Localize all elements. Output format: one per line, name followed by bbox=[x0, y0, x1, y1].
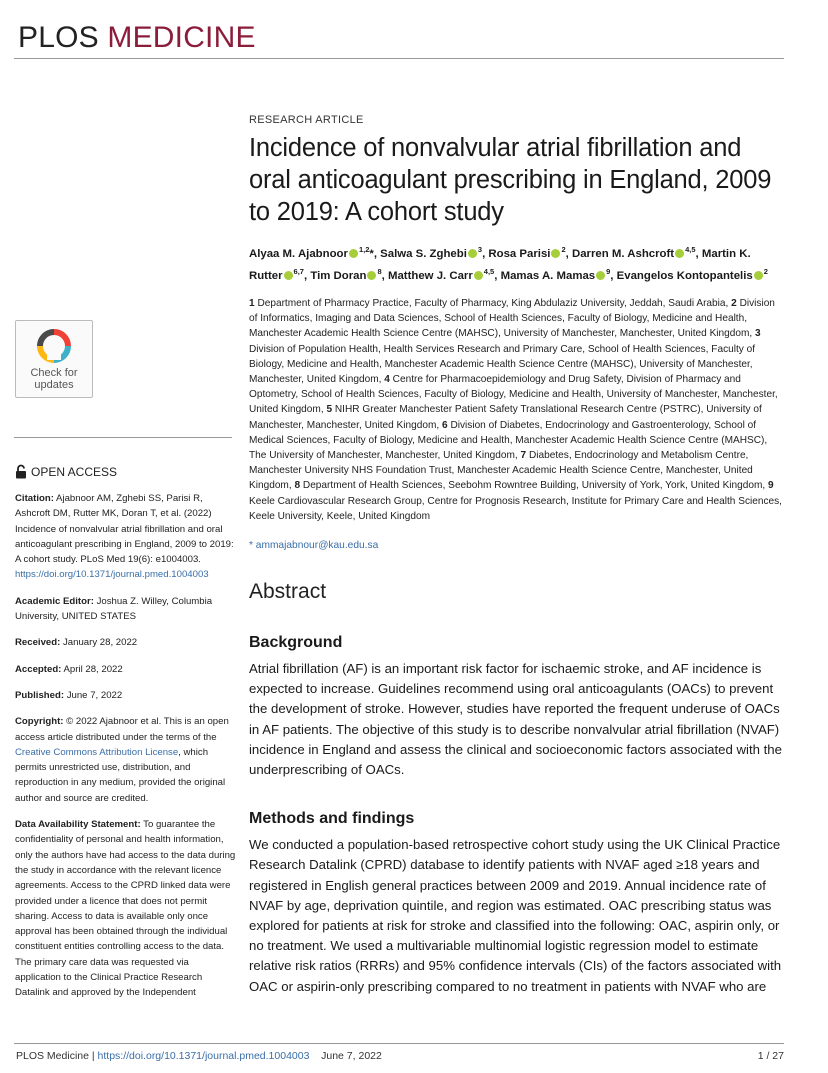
article-metadata bbox=[15, 491, 237, 1012]
methods-text: We conducted a population-based retrospective cohort study using the UK Clinical Practice Research Datalink (CPRD) database to identify patients with NVAF aged ≥18 years and registered in English general practices between 2009 and 2019. Annual incidence rate of NVAF by age, deprivation quintile, and region was estimated. OAC prescribing status was explored for patients at risk for stroke and classified into the following: OAC, aspirin only, or no treatment. We used a multivariable multinomial logistic regression model to estimate relative risk ratios (RRRs) and 95% confidence intervals (CIs) of the factors associated with OAC or aspirin-only prescribing compared to no treatment in patients with NVAF who are bbox=[249, 837, 782, 994]
author-name[interactable]: Salwa S. Zghebi bbox=[380, 248, 467, 260]
footer-date: June 7, 2022 bbox=[321, 1050, 382, 1062]
article-type: RESEARCH ARTICLE bbox=[249, 114, 364, 126]
citation bbox=[15, 491, 237, 583]
citation-label: Citation: bbox=[15, 493, 54, 504]
journal-name: MEDICINE bbox=[107, 21, 256, 54]
received-text: January 28, 2022 bbox=[63, 637, 138, 649]
published-label: Published: bbox=[15, 689, 65, 701]
page-number: 1 / 27 bbox=[757, 1050, 784, 1062]
affil-text: Department of Pharmacy Practice, Faculty of Pharmacy, King Abdulaziz University, Jeddah, Saudi Arabia, bbox=[257, 298, 729, 309]
affil-num: 7 bbox=[520, 450, 527, 462]
open-access-badge bbox=[15, 464, 117, 479]
author-name[interactable]: Mamas A. Mamas bbox=[500, 270, 596, 282]
orcid-icon[interactable] bbox=[754, 271, 763, 280]
orcid-icon[interactable] bbox=[675, 249, 684, 258]
data-availability-label: Data Availability Statement: bbox=[15, 819, 141, 831]
journal-logo bbox=[18, 20, 256, 56]
corresponding-email-link[interactable]: * ammajabnour@kau.edu.sa bbox=[249, 540, 379, 552]
background-text: Atrial fibrillation (AF) is an important risk factor for ischaemic stroke, and AF incidence is expected to increase. Guidelines recommend using oral anticoagulants (OACs) to prevent the development of stroke. However, studies have reported the frequent underuse of OACs in AF patients. The objective of this study is to describe nonvalvular atrial fibrillation (NVAF) incidence in England and assess the clinical and socioeconomic factors associated with the underprescribing of OACs. bbox=[249, 661, 782, 778]
published-date bbox=[15, 688, 237, 703]
affil-num: 6 bbox=[442, 419, 448, 431]
author-name[interactable]: Evangelos Kontopantelis bbox=[616, 270, 753, 282]
orcid-icon[interactable] bbox=[596, 271, 605, 280]
orcid-icon[interactable] bbox=[551, 249, 560, 258]
check-for-updates-button[interactable] bbox=[15, 320, 93, 398]
copyright-label: Copyright: bbox=[15, 716, 64, 728]
affil-num: 2 bbox=[731, 298, 737, 309]
author-affil-sup: 4,5 bbox=[685, 245, 696, 254]
affil-text: Centre for Pharmacoepidemiology and Drug Safety, Division of Pharmacy and Optometry, School of Health Sciences, Faculty of Biology, Medicine and Health, University of Manchester, Manchester, United Kingdom, bbox=[249, 374, 778, 416]
author-affil-sup: 8 bbox=[377, 267, 382, 276]
author-affil-sup: 4,5 bbox=[483, 267, 495, 276]
author-affil-sup: 1,2 bbox=[358, 245, 370, 254]
accepted-text: April 28, 2022 bbox=[63, 663, 123, 675]
author-name[interactable]: Darren M. Ashcroft bbox=[571, 248, 675, 260]
accepted-date bbox=[15, 662, 237, 677]
left-divider bbox=[14, 437, 232, 438]
published-text: June 7, 2022 bbox=[66, 689, 123, 701]
affil-text: Keele Cardiovascular Research Group, Centre for Prognosis Research, Institute for Primary Care and Health Sciences, Keele University, Keele, United Kingdom bbox=[249, 495, 782, 522]
author-name[interactable]: Tim Doran bbox=[310, 270, 367, 282]
affil-num: 3 bbox=[755, 328, 761, 340]
journal-brand: PLOS bbox=[18, 21, 99, 54]
copyright-text-1: © 2022 Ajabnoor et al. This is an open access article distributed under the terms of the bbox=[15, 716, 229, 743]
author-list: Alyaa M. Ajabnoor $^{1,2}$*, Salwa S. Zghebi $^3$, Rosa Parisi $^2$, Darren M. Ashcroft $^{4,5}$, Martin K. Rutter $^{6,7}$, Tim Doran $^8$, Matthew J. Carr $^{4,5}$, Mamas A. Mamas $^9$, Evangelos Kontopantelis $^2$ bbox=[249, 245, 768, 282]
accepted-label: Accepted: bbox=[15, 663, 62, 675]
citation-text: Ajabnoor AM, Zghebi SS, Parisi R, Ashcroft DM, Rutter MK, Doran T, et al. (2022) Incidence of nonvalvular atrial fibrillation and oral anticoagulant prescribing in England, 2009 to 2019: A cohort study. PLoS Med 19(6): e1004003. bbox=[15, 493, 234, 566]
copyright bbox=[15, 714, 237, 806]
orcid-icon[interactable] bbox=[284, 271, 293, 280]
author-affil-sup: 6,7 bbox=[293, 267, 304, 276]
editor-label: Academic Editor: bbox=[15, 595, 94, 607]
author-name[interactable]: Alyaa M. Ajabnoor bbox=[249, 248, 348, 260]
author-name[interactable]: Rosa Parisi bbox=[488, 248, 551, 260]
affil-text: Department of Health Sciences, Seebohm Rowntree Building, University of York, York, United Kingdom, bbox=[302, 480, 766, 492]
affiliations bbox=[249, 296, 786, 524]
footer-journal: PLOS Medicine | bbox=[16, 1050, 95, 1062]
affil-num: 9 bbox=[768, 480, 774, 492]
open-lock-icon bbox=[15, 464, 27, 479]
citation-doi-link[interactable]: https://doi.org/10.1371/journal.pmed.1004003 bbox=[15, 569, 209, 581]
author-name[interactable]: Martin K. Rutter bbox=[249, 248, 751, 282]
copyright-text-2: , which permits unrestricted use, distribution, and reproduction in any medium, provided the original author and source are credited. bbox=[15, 746, 226, 804]
orcid-icon[interactable] bbox=[349, 249, 358, 258]
author-affil-sup: 3 bbox=[477, 245, 483, 254]
received-label: Received: bbox=[15, 637, 61, 649]
methods-heading: Methods and findings bbox=[249, 810, 415, 828]
affil-text: Division of Informatics, Imaging and Data Sciences, School of Health Sciences, Faculty of Biology, Medicine and Health, Manchester Academic Health Science Centre (MAHSC), University of Manchester, Manchester, United Kingdom, bbox=[249, 298, 775, 340]
author-affil-sup: 2 bbox=[561, 245, 566, 254]
article-main bbox=[249, 114, 786, 997]
background-heading: Background bbox=[249, 634, 343, 652]
data-availability bbox=[15, 817, 237, 1001]
license-link[interactable]: Creative Commons Attribution License bbox=[15, 746, 179, 758]
page-footer bbox=[16, 1050, 382, 1062]
crossmark-icon bbox=[36, 328, 72, 364]
orcid-icon[interactable] bbox=[367, 271, 376, 280]
affil-text: Division of Population Health, Health Services Research and Primary Care, School of Health Sciences, Faculty of Biology, Medicine and Health, Manchester Academic Health Science Centre (MAHSC), University of Manchester, Manchester, United Kingdom, bbox=[249, 343, 756, 386]
check-for-updates-label: Check for updates bbox=[30, 367, 78, 391]
author-affil-sup: 9 bbox=[606, 267, 611, 276]
affil-text: Division of Diabetes, Endocrinology and Gastroenterology, School of Medical Sciences, Faculty of Biology, Medicine and Health, Manchester Academic Health Science Centre (MAHSC), The University of Manchester, Manchester, United Kingdom, bbox=[249, 419, 768, 462]
affil-num: 8 bbox=[294, 480, 301, 492]
footer-doi-link[interactable]: https://doi.org/10.1371/journal.pmed.1004003 bbox=[97, 1050, 310, 1062]
corresponding-mark: * bbox=[369, 248, 374, 260]
author-name[interactable]: Matthew J. Carr bbox=[387, 270, 473, 282]
affil-num: 4 bbox=[384, 374, 390, 386]
abstract-heading: Abstract bbox=[249, 580, 327, 604]
received-date bbox=[15, 635, 237, 650]
header-divider bbox=[14, 58, 784, 59]
affil-num: 1 bbox=[249, 298, 255, 309]
data-availability-text: To guarantee the confidentiality of personal and health information, only the authors have had access to the data during the study in accordance with the relevant licence agreements. Access to the CPRD linked data were provided under a licence that does not permit sharing. Access to data is available only once approval has been obtained through the individual constituent entities controlling access to the data. The primary care data was requested via application to the Clinical Practice Research Datalink and approved by the Independent bbox=[15, 819, 236, 999]
article-title: Incidence of nonvalvular atrial fibrillation and oral anticoagulant prescribing in England, 2009 to 2019: A cohort study bbox=[249, 134, 772, 226]
affil-text: NIHR Greater Manchester Patient Safety Translational Research Centre (PSTRC), University of Manchester, Manchester, United Kingdom, bbox=[249, 404, 762, 431]
editor-text: Joshua Z. Willey, Columbia University, UNITED STATES bbox=[15, 595, 213, 623]
orcid-icon[interactable] bbox=[474, 271, 483, 280]
orcid-icon[interactable] bbox=[468, 249, 477, 258]
open-access-label: OPEN ACCESS bbox=[31, 464, 118, 479]
footer-divider bbox=[14, 1043, 784, 1044]
affil-num: 5 bbox=[326, 404, 333, 416]
author-affil-sup: 2 bbox=[763, 267, 768, 276]
academic-editor bbox=[15, 594, 237, 625]
affil-text: Diabetes, Endocrinology and Metabolism Centre, Manchester University NHS Foundation Trust, Manchester Academic Health Science Centre, Manchester, United Kingdom, bbox=[249, 450, 753, 492]
